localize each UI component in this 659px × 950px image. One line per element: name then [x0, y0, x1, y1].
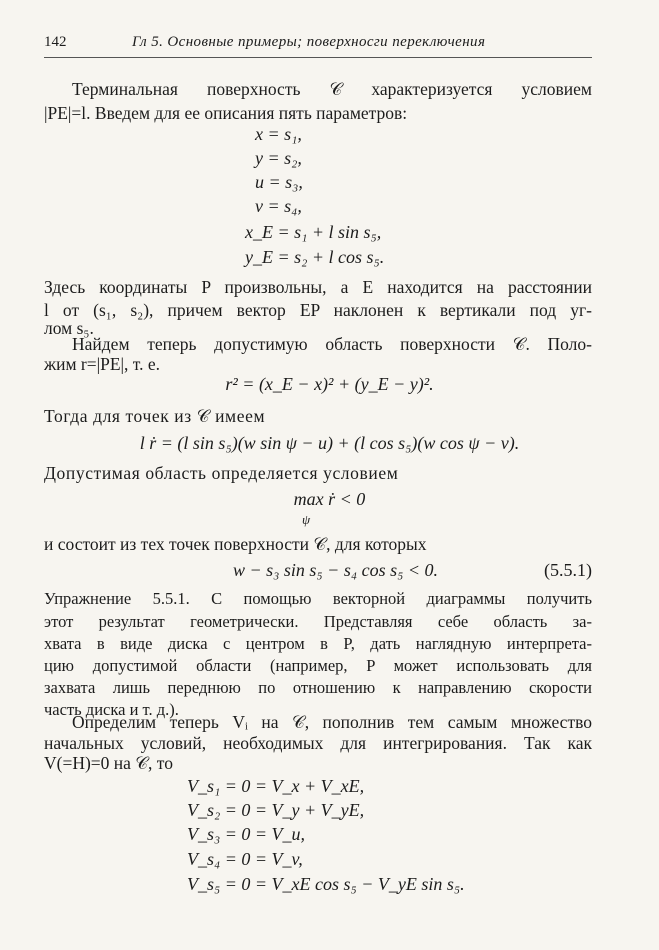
exercise-line: захвата лишь переднюю по отношению к направлению скорости: [44, 678, 592, 697]
paragraph-line: |PE|=l. Введем для ее описания пять параметров:: [44, 103, 408, 123]
paragraph-line: и состоит из тех точек поверхности 𝒞, для которых: [44, 534, 427, 554]
paragraph-line: жим r=|PE|, т. е.: [44, 354, 161, 374]
equation-v: v = s₄,: [255, 196, 302, 216]
equation-vs4: V_s₄ = 0 = V_v,: [187, 849, 303, 869]
header-rule: [44, 57, 592, 58]
equation-u: u = s₃,: [255, 172, 303, 192]
paragraph-line: начальных условий, необходимых для интегрирования. Так как: [44, 733, 592, 753]
exercise-line-final: часть диска и т. д.).: [44, 700, 179, 719]
paragraph-line: лом s₅.: [44, 318, 94, 338]
running-title: Гл 5. Основные примеры; поверхносги переключения: [132, 34, 486, 50]
equation-vs3: V_s₃ = 0 = V_u,: [187, 824, 306, 844]
page-number: 142: [44, 34, 67, 50]
paragraph-line: Тогда для точек из 𝒞 имеем: [44, 406, 266, 426]
equation-xe: x_E = s₁ + l sin s₅,: [245, 222, 382, 242]
equation-max: max ṙ < 0: [293, 489, 366, 509]
paragraph-line: Найдем теперь допустимую область поверхности 𝒞. Поло-: [72, 334, 592, 354]
exercise-line: Упражнение 5.5.1. С помощью векторной диаграммы получить: [44, 589, 592, 608]
equation-vs2: V_s₂ = 0 = V_y + V_yE,: [187, 800, 365, 820]
equation-ye: y_E = s₂ + l cos s₅.: [245, 247, 385, 267]
paragraph-line: Здесь координаты P произвольны, а E находится на расстоянии: [44, 277, 592, 297]
paragraph-line: Допустимая область определяется условием: [44, 463, 399, 483]
equation-5-5-1: w − s₃ sin s₅ − s₄ cos s₅ < 0.: [233, 560, 438, 580]
exercise-line: хвата в виде диска с центром в P, дать наглядную интерпрета-: [44, 634, 592, 653]
equation-vs1: V_s₁ = 0 = V_x + V_xE,: [187, 776, 365, 796]
equation-l-rdot: l ṙ = (l sin s₅)(w sin ψ − u) + (l cos s₅)(w cos ψ − v).: [139, 433, 520, 453]
exercise-line: цию допустимой области (например, P может использовать для: [44, 656, 592, 675]
equation-x: x = s₁,: [255, 124, 302, 144]
paragraph-line: Терминальная поверхность 𝒞 характеризуется условием: [72, 79, 592, 99]
equation-vs5: V_s₅ = 0 = V_xE cos s₅ − V_yE sin s₅.: [187, 874, 465, 894]
paragraph-line: V(=H)=0 на 𝒞, то: [44, 753, 173, 773]
exercise-line: этот результат геометрически. Представляя себе область за-: [44, 612, 592, 631]
equation-r-squared: r² = (x_E − x)² + (y_E − y)².: [225, 374, 434, 394]
equation-max-subscript: ψ: [302, 512, 311, 527]
paragraph-line: l от (s₁, s₂), причем вектор EP наклонен к вертикали под уг-: [44, 300, 592, 320]
equation-y: y = s₂,: [255, 148, 302, 168]
equation-number: (5.5.1): [544, 560, 592, 580]
paragraph-line: Определим теперь Vᵢ на 𝒞, пополнив тем самым множество: [72, 712, 592, 732]
